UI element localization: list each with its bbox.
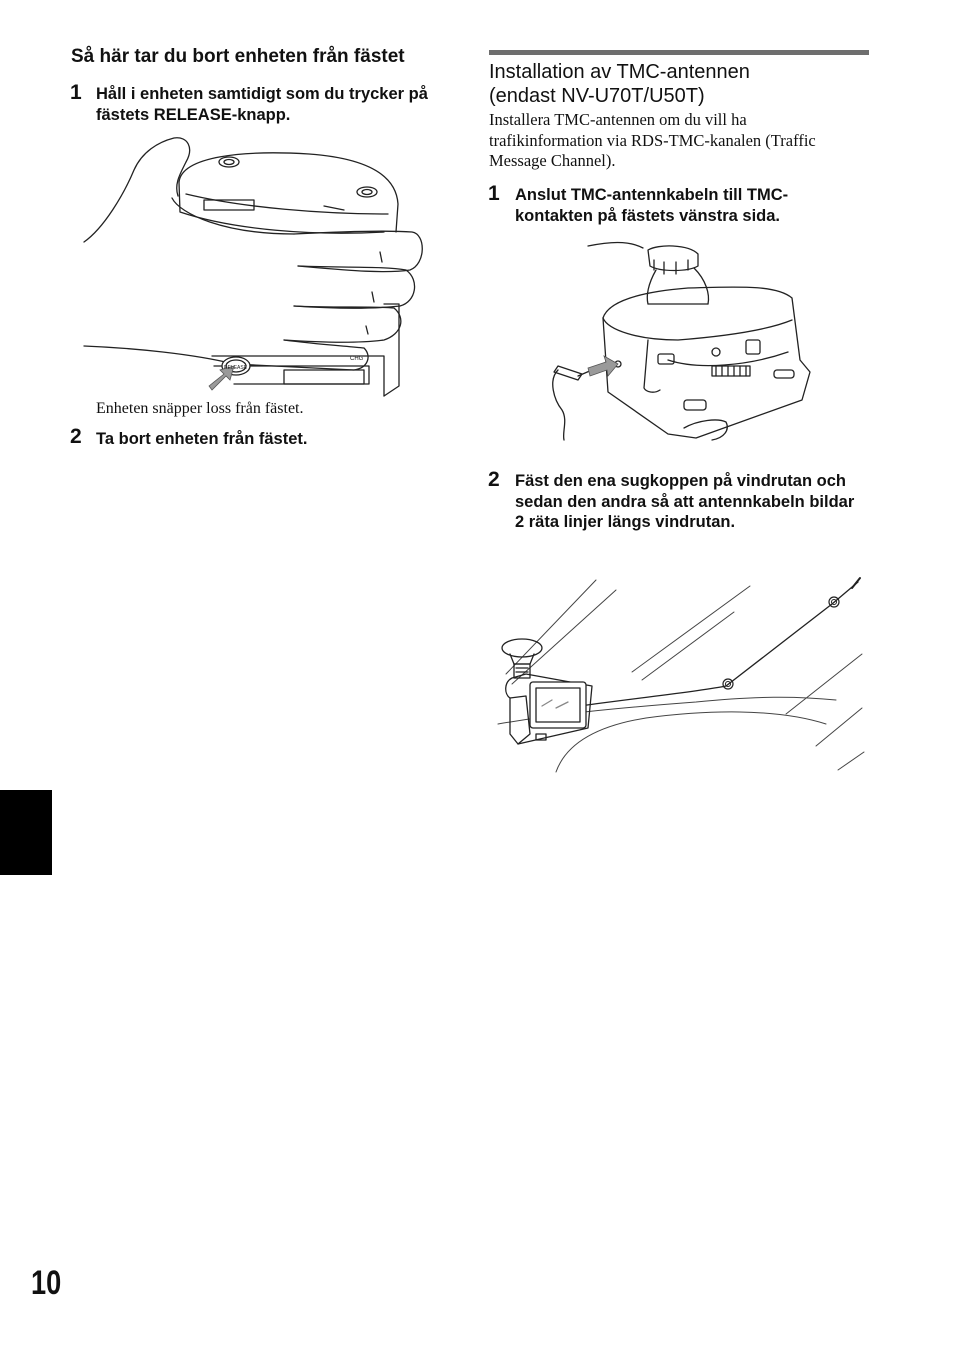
step-number: 2 [70,425,82,448]
step-text: Fäst den ena sugkoppen på vindrutan och sedan den andra så att antennkabeln bildar 2 räta linjer längs vindrutan. [515,472,855,531]
step-number: 1 [70,81,82,104]
page-number: 10 [31,1264,62,1302]
step-text: Håll i enheten samtidigt som du trycker på fästets RELEASE-knapp. [96,85,428,124]
step-text: Anslut TMC-antennkabeln till TMC-kontakten på fästets vänstra sida. [515,186,789,225]
heading-line-1: Installation av TMC-antennen [489,61,750,83]
intro-text: Installera TMC-antennen om du vill ha trafikinformation via RDS-TMC-kanalen (Traffic Message Channel). [489,110,816,170]
chg-label: CHG [350,356,364,362]
step-number: 2 [488,468,500,491]
section-heading-tmc [489,60,869,108]
step-text: Ta bort enheten från fästet. [96,430,308,448]
section-rule [489,50,869,55]
windshield-illustration [496,574,864,774]
release-illustration [84,134,434,396]
release-label: RELEASE [224,365,248,371]
heading-line-2: (endast NV-U70T/U50T) [489,85,705,107]
chapter-tab [0,790,52,875]
section-heading-remove: Så här tar du bort enheten från fästet [71,46,405,67]
step-number: 1 [488,182,500,205]
tmc-connection-illustration [548,240,830,442]
figure-caption: Enheten snäpper loss från fästet. [96,400,304,417]
